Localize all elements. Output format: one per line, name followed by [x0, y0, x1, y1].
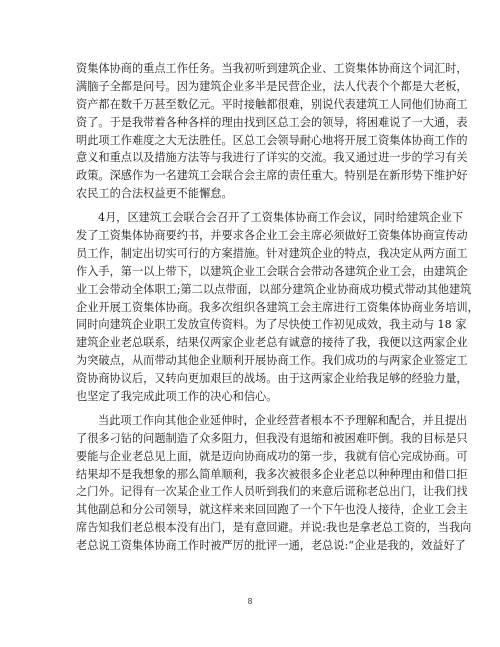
paragraph: [76, 412, 472, 555]
document-body: [76, 60, 479, 555]
text-line: 明此项工作难度之大无法胜任。区总工会领导耐心地将开展工资集体协商工作的: [76, 133, 468, 147]
paragraph: [76, 60, 468, 203]
text-line: 资集体协商的重点工作任务。当我初听到建筑企业、工资集体协商这个词汇时，: [76, 62, 468, 75]
text-line: 意义和重点以及措施方法等与我进行了详实的交流。我又通过进一步的学习有关: [76, 151, 468, 165]
text-line: 其他副总和分公司领导，就这样来来回回跑了一个下午也没人接待，企业工会主: [76, 503, 468, 517]
text-line: 建筑企业老总联系，结果仅两家企业老总有诚意的接待了我，我便以这两家企业: [76, 336, 468, 350]
text-line: 之门外。记得有一次某企业工作人员听到我们的来意后谎称老总出门，让我们找: [76, 485, 468, 499]
text-line: 资协商协议后，又转向更加艰巨的战场。由于这两家企业给我足够的经验力量，: [76, 372, 468, 386]
text-line: 结果却不是我想象的那么简单顺利，我多次被很多企业老总以种种理由和借口拒: [76, 467, 468, 481]
text-line: 农民工的合法权益更不能懈怠。: [76, 187, 233, 201]
paragraph: [76, 209, 479, 406]
page-number: 8: [247, 597, 253, 606]
text-line: 政策。深感作为一名建筑工会联合会主席的责任重大。特别是在新形势下维护好: [76, 169, 468, 183]
text-line: 资产都在数千万甚至数亿元。平时接触都很难，别说代表建筑工人同他们协商工: [76, 97, 468, 111]
text-line: 企业开展工资集体协商。我多次组织各建筑工会主席进行工资集体协商业务培训，: [76, 300, 479, 314]
text-line: 为突破点，从而带动其他企业顺利开展协商工作。我们成功的与两家企业签定工: [76, 354, 468, 368]
text-line: 了很多刁钻的问题制造了众多阻力，但我没有退缩和被困难吓倒。我的目标是只: [76, 431, 468, 445]
text-line: 老总说工资集体协商工作时被严厉的批评一通，老总说:“企业是我的，效益好了: [76, 539, 466, 553]
text-line: 也坚定了我完成此项工作的决心和信心。: [76, 390, 278, 404]
text-line: 发了工资集体协商要约书，并要求各企业工会主席必须做好工资集体协商宣传动: [76, 229, 468, 243]
text-line: 当此项工作向其他企业延伸时，企业经营者根本不予理解和配合，并且提出: [98, 413, 468, 427]
text-line: 要能与企业老总见上面，就是迈向协商成功的第一步，我就有信心完成协商。可: [76, 449, 468, 463]
text-line: 员工作，制定出切实可行的方案措施。针对建筑企业的特点，我决定从两方面工: [76, 246, 468, 260]
text-line: 同时向建筑企业职工发放宣传资料。为了尽快使工作初见成效，我主动与 18 家: [76, 318, 467, 332]
text-line: 资了。于是我带着各种各样的理由找到区总工会的领导，将困难说了一大通，表: [76, 115, 468, 129]
text-line: 满脑子全都是问号。因为建筑企业多半是民营企业，法人代表个个都是大老板，: [76, 79, 468, 93]
text-line: 4月，区建筑工会联合会召开了工资集体协商工作会议，同时给建筑企业下: [98, 211, 464, 225]
text-line: 业工会带动全体职工;第二以点带面，以部分建筑企业协商成功模式带动其他建筑: [76, 282, 472, 296]
text-line: 作入手，第一以上带下，以建筑企业工会联合会带动各建筑企业工会，由建筑企: [76, 264, 468, 278]
text-line: 席告知我们老总根本没有出门，是有意回避。并说:我也是拿老总工资的，当我向: [76, 521, 472, 535]
